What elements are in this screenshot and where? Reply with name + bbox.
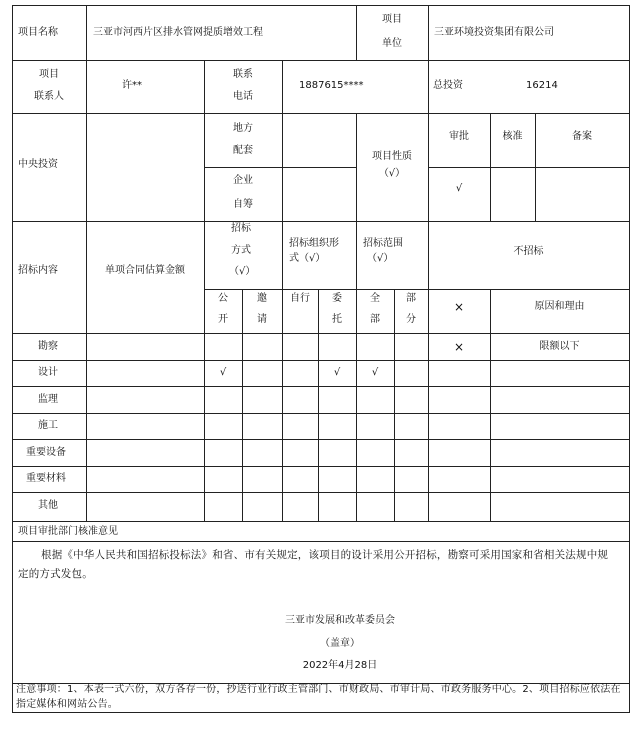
row-label-survey: 勘察 — [38, 341, 58, 352]
rule — [12, 113, 629, 114]
approval-date: 2022年4月28日 — [302, 660, 378, 671]
row-label-other: 其他 — [38, 500, 58, 511]
scope-part-label: 部 — [406, 293, 416, 304]
investment-value: 16214 — [526, 80, 558, 91]
contact-label: 联系人 — [34, 91, 64, 102]
reason-label: 原因和理由 — [534, 301, 585, 312]
contact-value: 许** — [122, 80, 142, 91]
rule — [12, 60, 629, 61]
contact-label: 项目 — [39, 69, 59, 80]
rule — [12, 221, 629, 222]
rule — [12, 492, 629, 493]
tender-scope-label: 招标范围 — [363, 238, 403, 249]
opinion-text: 根据《中华人民共和国招标投标法》和省、市有关规定，该项目的设计采用公开招标，勘察可采用国家和省相关法规中规定的方式发包。 — [18, 549, 609, 580]
project-unit-label: 项目 — [382, 14, 402, 25]
rule — [12, 466, 629, 467]
rule — [428, 167, 629, 168]
row-label-materials: 重要材料 — [26, 473, 66, 484]
project-nature-mark: （√） — [378, 168, 406, 179]
tender-org-label: 式（√） — [289, 253, 326, 264]
project-nature-label: 项目性质 — [372, 151, 412, 162]
issuing-organization: 三亚市发展和改革委员会 — [285, 615, 395, 626]
opinion-label: 项目审批部门核准意见 — [18, 526, 118, 537]
rule — [428, 221, 429, 521]
rule — [12, 333, 629, 334]
project-unit-label: 单位 — [382, 38, 402, 49]
open-tender-label: 公 — [218, 293, 228, 304]
rule — [282, 60, 283, 114]
no-tender-x-mark: × — [453, 300, 465, 314]
approve-label: 审批 — [449, 131, 469, 142]
rule — [86, 5, 87, 521]
rule — [12, 360, 629, 361]
self-run-label: 自行 — [290, 293, 310, 304]
rule — [204, 289, 629, 290]
rule — [12, 712, 629, 713]
seal-note: （盖章） — [320, 638, 360, 649]
investment-label: 总投资 — [433, 80, 463, 91]
scope-all-label: 全 — [370, 293, 380, 304]
local-funding-label: 配套 — [233, 145, 253, 156]
rule — [12, 541, 629, 542]
phone-label: 联系 — [233, 69, 253, 80]
central-investment-label: 中央投资 — [18, 159, 58, 170]
design-open-checkmark: √ — [219, 367, 227, 378]
contract-estimate-label: 单项合同估算金额 — [105, 265, 185, 276]
record-label: 备案 — [572, 131, 592, 142]
phone-label: 电话 — [233, 91, 253, 102]
no-tender-label: 不招标 — [513, 246, 544, 257]
invite-tender-label: 请 — [257, 314, 267, 325]
rule — [12, 5, 629, 6]
project-name-label: 项目名称 — [18, 27, 58, 38]
rule — [282, 113, 283, 222]
tender-method-label: 方式 — [231, 245, 251, 256]
scope-all-label: 部 — [370, 314, 380, 325]
phone-value: 1887615**** — [299, 80, 364, 91]
rule — [204, 167, 356, 168]
tender-org-label: 招标组织形 — [289, 238, 339, 249]
invite-tender-label: 邀 — [257, 293, 267, 304]
survey-x-mark: × — [453, 340, 465, 354]
project-unit-value: 三亚环境投资集团有限公司 — [434, 27, 554, 38]
tender-scope-label: （√） — [367, 253, 394, 264]
tender-method-label: 招标 — [231, 223, 251, 234]
scope-part-label: 分 — [406, 314, 416, 325]
tender-content-label: 招标内容 — [18, 265, 58, 276]
design-all-checkmark: √ — [371, 367, 379, 378]
survey-reason: 限额以下 — [539, 341, 580, 352]
row-label-equipment: 重要设备 — [26, 447, 66, 458]
design-entrust-checkmark: √ — [333, 367, 341, 378]
tender-method-label: （√） — [229, 266, 256, 277]
entrust-label: 委 — [332, 293, 342, 304]
verify-label: 核准 — [502, 131, 523, 142]
project-name-value: 三亚市河西片区排水管网提质增效工程 — [93, 27, 263, 38]
rule — [428, 5, 429, 61]
row-label-design: 设计 — [38, 367, 58, 378]
open-tender-label: 开 — [218, 314, 228, 325]
entrust-label: 托 — [332, 314, 342, 325]
self-funding-label: 企业 — [233, 175, 253, 186]
row-label-supervision: 监理 — [38, 394, 58, 405]
local-funding-label: 地方 — [233, 123, 253, 134]
rule — [282, 221, 283, 521]
rule — [629, 5, 630, 713]
rule — [12, 5, 13, 713]
rule — [12, 413, 629, 414]
rule — [428, 60, 429, 114]
rule — [12, 521, 629, 522]
row-label-construction: 施工 — [38, 420, 58, 431]
rule — [12, 386, 629, 387]
rule — [12, 439, 629, 440]
rule — [490, 289, 491, 521]
self-funding-label: 自筹 — [233, 199, 253, 210]
notes-text: 注意事项：1、本表一式六份，双方各存一份，抄送行业行政主管部门、市财政局、市审计局、市政务服务中心。2、项目招标应依法在指定媒体和网站公告。 — [16, 684, 621, 710]
approve-checkmark: √ — [455, 183, 463, 194]
